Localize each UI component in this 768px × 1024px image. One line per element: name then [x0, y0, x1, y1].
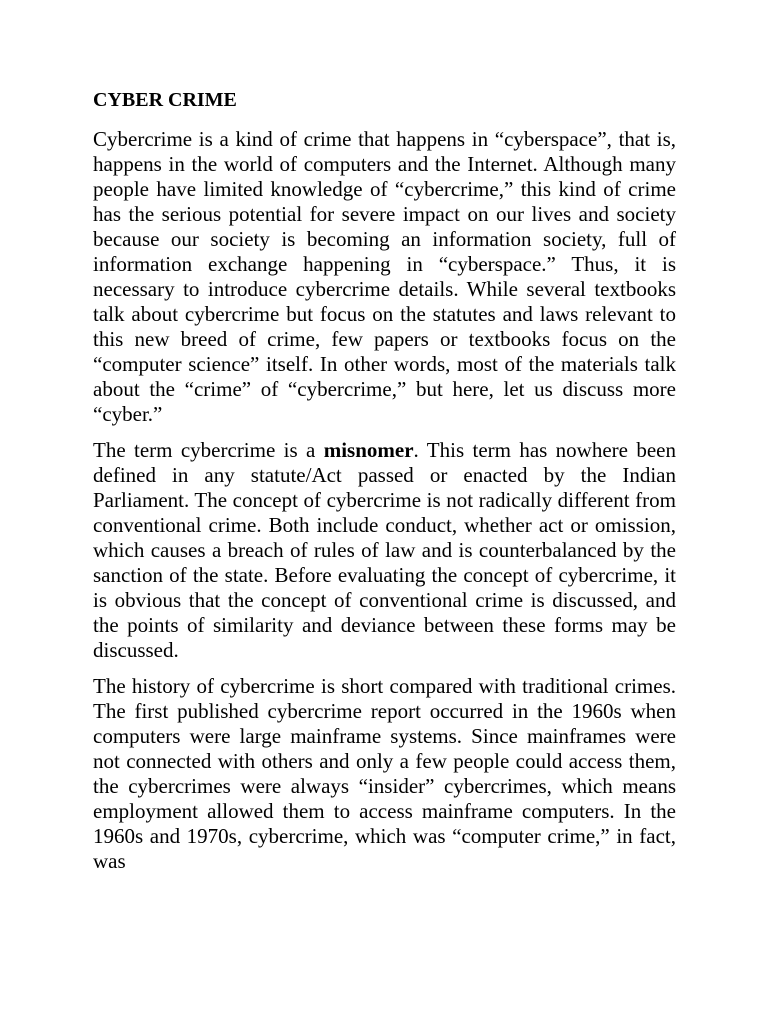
paragraph-2-text-end: . This term has nowhere been defined in any statute/Act passed or enacted by the Indian Parliament. The concept of cybercrime is not radically different from conventional crime. Both include conduct, whether act or omission, which causes a breach of rules of law and is counterbalanced by the sanction of the state. Before evaluating the concept of cybercrime, it is obvious that the concept of conventional crime is discussed, and the points of similarity and deviance between these forms may be discussed. [93, 438, 676, 662]
bold-term-misnomer: misnomer [323, 438, 414, 462]
paragraph-3: The history of cybercrime is short compared with traditional crimes. The first published cybercrime report occurred in the 1960s when computers were large mainframe systems. Since mainframes were not connected with others and only a few people could access them, the cybercrimes were always “insider” cybercrimes, which means employment allowed them to access mainframe computers. In the 1960s and 1970s, cybercrime, which was “computer crime,” in fact, was [93, 674, 676, 873]
paragraph-1: Cybercrime is a kind of crime that happens in “cyberspace”, that is, happens in the world of computers and the Internet. Although many people have limited knowledge of “cybercrime,” this kind of crime has the serious potential for severe impact on our lives and society because our society is becoming an information society, full of information exchange happening in “cyberspace.” Thus, it is necessary to introduce cybercrime details. While several textbooks talk about cybercrime but focus on the statutes and laws relevant to this new breed of crime, few papers or textbooks focus on the “computer science” itself. In other words, most of the materials talk about the “crime” of “cybercrime,” but here, let us discuss more “cyber.” [93, 127, 676, 426]
document-body [93, 88, 676, 885]
paragraph-2 [93, 438, 676, 663]
paragraph-2-text-start: The term cybercrime is a [93, 438, 324, 462]
document-title: CYBER CRIME [93, 89, 237, 111]
